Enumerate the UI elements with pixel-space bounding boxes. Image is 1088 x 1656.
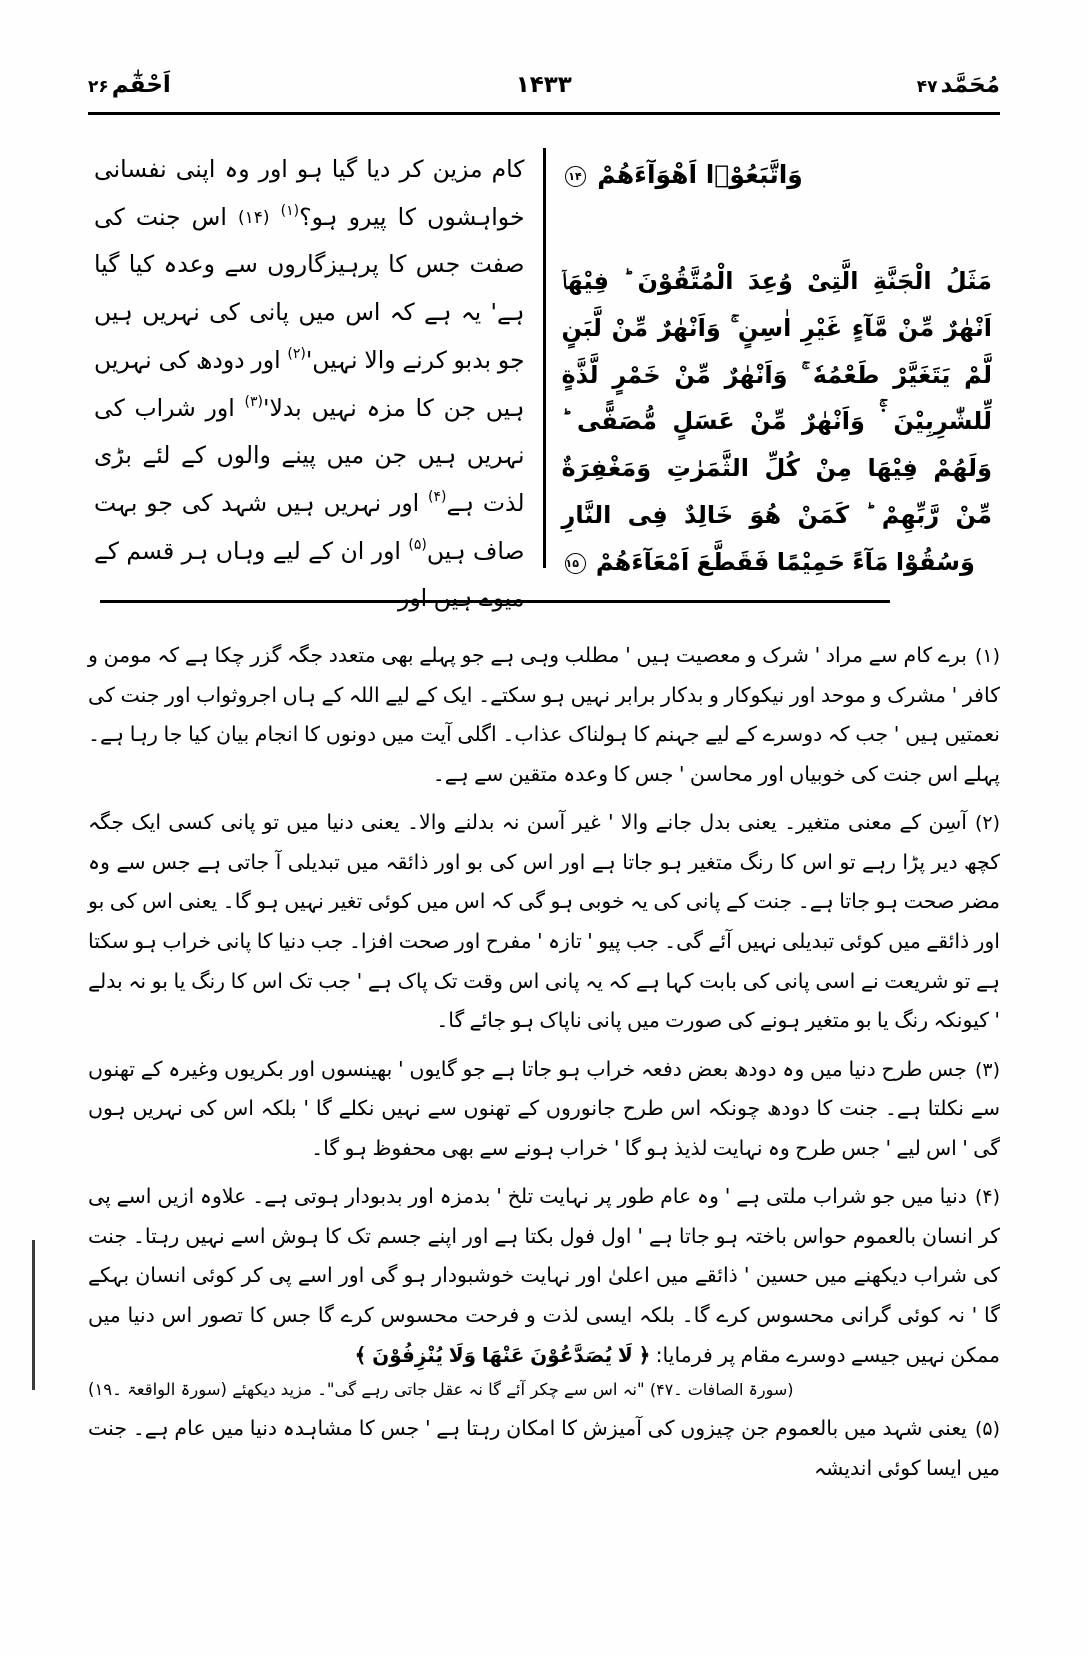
footnotes-area <box>88 636 1000 1497</box>
header-right-surah <box>88 72 171 98</box>
footnote-4-text: دنیا میں جو شراب ملتی ہے ' وہ عام طور پر نہایت تلخ ' بدمزہ اور بدبودار ہوتی ہے۔ علاوہ ازیں اسے پی کر انسان بالعموم حواس باختہ ہو جاتا ہے ' اول فول بکتا ہے اور اپنے جسم تک کا ہوش اسے نہیں رہتا۔ جنت کی شراب دیکھنے میں حسین ' ذائقے میں اعلیٰ اور نہایت خوشبودار ہو گی اور اسے پی کر کوئی انسان بہکے گا ' نہ کوئی گرانی محسوس کرے گا۔ بلکہ ایسی لذت و فرحت محسوس کرے گا جس کا تصور اس دنیا میں ممکن نہیں جیسے دوسرے مقام پر فرمایا: <box>88 1184 1000 1367</box>
footnote-4-marker: (۴) <box>974 1186 1000 1209</box>
urdu-segment-4: اور نہریں ہیں شہد کی جو بہت صاف ہیں <box>94 488 525 565</box>
footnote-4-reference-line <box>88 1380 1000 1399</box>
urdu-segment-2: اور دودھ کی نہریں ہیں جن کا مزہ نہیں بدلا' <box>94 345 525 422</box>
column-divider <box>543 148 546 568</box>
scripture-area <box>88 140 1000 613</box>
footnote-5-text: یعنی شہد میں بالعموم جن چیزوں کی آمیزش کا امکان رہتا ہے ' جس کا مشاہدہ دنیا میں عام ہے۔ جنت میں ایسا کوئی اندیشہ <box>88 1416 1000 1480</box>
urdu-footnote-ref-2: (۳) <box>244 393 263 410</box>
urdu-column <box>88 140 543 613</box>
footnote-2-text: آسِن کے معنی متغیر۔ یعنی بدل جانے والا ' غیر آسن نہ بدلنے والا۔ یعنی دنیا میں تو پانی کسی ایک جگہ کچھ دیر پڑا رہے تو اس کا رنگ متغیر ہو جاتا ہے اور اس کی بو اور ذائقہ میں تبدیلی آ جاتی ہے جس سے وہ مضر صحت ہو جاتا ہے۔ جنت کے پانی کی یہ خوبی ہو گی کہ اس میں کوئی تغیر نہیں ہو گا۔ یعنی اس کی بو اور ذائقے میں کوئی تبدیلی نہیں آئے گی۔ جب پیو ' تازہ ' مفرح اور صحت افزا۔ جب دنیا کا پانی خراب ہو سکتا ہے تو شریعت نے اسی پانی کی بابت کہا ہے کہ یہ پانی اس وقت تک پاک ہے ' جب تک اس کا رنگ یا بو نہ بدلے ' کیونکہ رنگ یا بو متغیر ہونے کی صورت میں پانی ناپاک ہو جائے گا۔ <box>88 810 1000 1033</box>
urdu-footnote-ref-3: (۴) <box>428 488 447 505</box>
page-number: ۱۴۳۳ <box>515 72 572 98</box>
urdu-footnote-ref-4: (۵) <box>408 536 427 553</box>
footnote-3-text: جس طرح دنیا میں وہ دودھ بعض دفعہ خراب ہو جاتا ہے جو گایوں ' بھینسوں اور بکریوں وغیرہ کے تھنوں سے نکلتا ہے۔ جنت کا دودھ چونکہ اس طرح جانوروں کے تھنوں سے نہیں نکلے گا ' بلکہ اس کی نہریں ہوں گی ' اس لیے ' جس طرح وہ نہایت لذیذ ہو گا ' خراب ہونے سے بھی محفوظ ہو گا۔ <box>88 1056 1000 1160</box>
header-right-surah-name: اَحْقٰٓم <box>111 72 171 98</box>
scan-spine-mark <box>32 1240 35 1390</box>
footnote-2-marker: (۲) <box>974 812 1000 835</box>
urdu-segment-0: کام مزین کر دیا گیا ہو اور وہ اپنی نفسانی خواہشوں کا پیرو ہو؟ <box>94 155 525 231</box>
urdu-verse-num-0: (۱۴) <box>238 207 270 228</box>
footnote-2 <box>88 803 1000 1040</box>
footnote-1 <box>88 636 1000 794</box>
urdu-segment-5: اور ان کے لیے وہاں ہر قسم کے میوے ہیں اور <box>94 536 525 613</box>
header-right-surah-number: ۲۶ <box>88 77 109 97</box>
urdu-translation <box>94 146 525 623</box>
ayah-number-14: ۱۴ <box>565 166 586 187</box>
footnote-3 <box>88 1050 1000 1169</box>
footnote-3-marker: (۳) <box>974 1058 1000 1081</box>
footnote-5 <box>88 1409 1000 1488</box>
footnote-4-arabic-quote: ﴿ لَا یُصَدَّعُوْنَ عَنْهَا وَلَا یُنْزِفُوْنَ ﴾ <box>354 1342 651 1367</box>
urdu-segment-1: اس جنت کی صفت جس کا پرہیزگاروں سے وعدہ کیا گیا ہے' یہ ہے کہ اس میں پانی کی نہریں ہیں جو بدبو کرنے والا نہیں' <box>94 202 525 374</box>
footnote-1-text: برے کام سے مراد ' شرک و معصیت ہیں ' مطلب وہی ہے جو پہلے بھی متعدد جگہ گزر چکا ہے کہ مومن و کافر ' مشرک و موحد اور نیکوکار و بدکار برابر نہیں ہو سکتے۔ ایک کے لیے اللہ کے ہاں اجروثواب اور جنت کی نعمتیں ہیں ' جب کہ دوسرے کے لیے جہنم کا ہولناک عذاب۔ اگلی آیت میں دونوں کا انجام بیان کیا جا رہا ہے۔ پہلے اس جنت کی خوبیاں اور محاسن ' جس کا وعدہ متقین سے ہے۔ <box>88 643 1000 786</box>
arabic-column <box>546 140 1001 576</box>
header-left-surah <box>917 72 1000 98</box>
footnote-5-marker: (۵) <box>974 1418 1000 1441</box>
footnote-4 <box>88 1177 1000 1375</box>
urdu-segment-3: اور شراب کی نہریں ہیں جن میں پینے والوں کے لئے بڑی لذت ہے <box>94 393 525 517</box>
arabic-text-block: مَثَلُ الْجَنَّةِ الَّتِیْ وُعِدَ الْمُتَّقُوْنَ ؕ فِیْهَاۤ اَنْهٰرٌ مِّنْ مَّآءٍ غَیْرِ اٰسِنٍ ۚ وَاَنْهٰرٌ مِّنْ لَّبَنٍ لَّمْ یَتَغَیَّرْ طَعْمُهٗ ۚ وَاَنْهٰرٌ مِّنْ خَمْرٍ لَّذَّةٍ لِّلشّٰرِبِیْنَ ۬ۚ وَاَنْهٰرٌ مِّنْ عَسَلٍ مُّصَفًّی ؕ وَلَهُمْ فِیْهَا مِنْ كُلِّ الثَّمَرٰتِ وَمَغْفِرَةٌ مِّنْ رَّبِّهِمْ ؕ كَمَنْ هُوَ خَالِدٌ فِی النَّارِ وَسُقُوْا مَآءً حَمِیْمًا فَقَطَّعَ اَمْعَآءَهُمْ <box>561 267 992 576</box>
ayah-number-15: ۱۵ <box>565 553 586 574</box>
page-header <box>88 62 1000 108</box>
header-left-surah-name: مُحَمَّد <box>940 72 1000 98</box>
arabic-block <box>562 258 993 586</box>
arabic-line-first <box>562 150 993 200</box>
urdu-footnote-ref-0: (۱) <box>280 202 300 219</box>
urdu-footnote-ref-1: (۲) <box>287 345 306 362</box>
arabic-text-first: وَاتَّبَعُوْۤا اَهْوَآءَهُمْ <box>597 160 803 189</box>
header-left-surah-number: ۴۷ <box>916 77 938 97</box>
header-rule <box>88 112 1000 115</box>
footnote-4-trailing: "نہ اس سے چکر آئے گا نہ عقل جاتی رہے گی"۔ مزید دیکھئے (سورۃ الواقعۃ ۔۱۹) <box>88 1380 645 1400</box>
footnote-1-marker: (۱) <box>974 645 1000 667</box>
footnote-4-reference: (سورۃ الصافات ۔۴۷) <box>649 1380 794 1400</box>
footnote-separator-rule <box>100 600 890 603</box>
